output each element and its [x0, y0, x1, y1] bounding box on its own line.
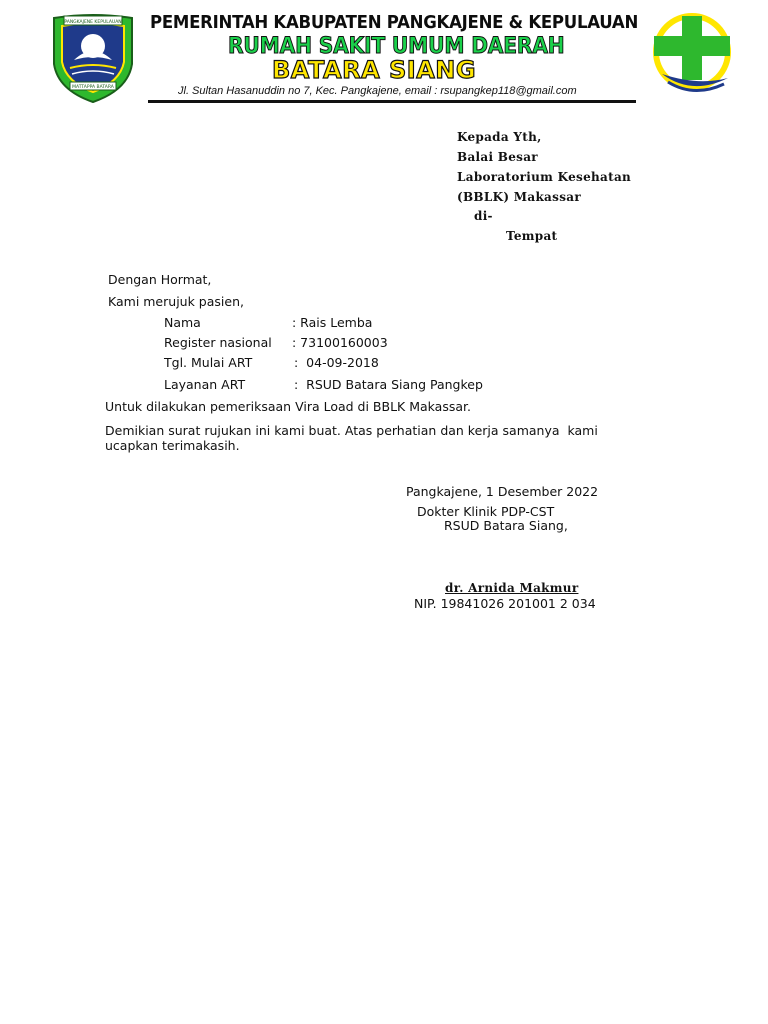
recipient-salutation: Kepada Yth,	[457, 130, 542, 144]
recipient-institution-line2: Laboratorium Kesehatan	[457, 170, 632, 184]
health-cross-logo	[648, 12, 736, 96]
signature-institution: RSUD Batara Siang,	[444, 518, 568, 533]
greeting: Dengan Hormat,	[108, 272, 212, 287]
field-value-art-service: : RSUD Batara Siang Pangkep	[294, 377, 483, 392]
signatory-name: dr. Arnida Makmur	[445, 581, 579, 595]
field-label-art-service: Layanan ART	[164, 377, 246, 392]
recipient-place: Tempat	[506, 229, 558, 243]
intro-text: Kami merujuk pasien,	[108, 294, 244, 309]
recipient-at: di-	[474, 209, 493, 223]
emblem-bottom-text: MATTAPPA BATARA	[72, 85, 114, 90]
purpose-text: Untuk dilakukan pemeriksaan Vira Load di BBLK Makassar.	[105, 399, 471, 414]
field-label-register: Register nasional	[164, 335, 272, 350]
field-label-art-start: Tgl. Mulai ART	[164, 355, 253, 370]
recipient-institution: Balai Besar	[457, 150, 538, 164]
letterhead-divider	[148, 100, 636, 103]
letterhead-hospital-name: BATARA SIANG	[272, 56, 477, 84]
signature-place-date: Pangkajene, 1 Desember 2022	[406, 484, 599, 499]
letterhead-hospital-type: RUMAH SAKIT UMUM DAERAH	[228, 34, 565, 59]
recipient-institution-line3: (BBLK) Makassar	[457, 190, 581, 204]
emblem-top-text: PANGKAJENE KEPULAUAN	[64, 20, 122, 25]
field-value-register: : 73100160003	[292, 335, 388, 350]
letterhead-government-title: PEMERINTAH KABUPATEN PANGKAJENE & KEPULAUAN	[150, 12, 639, 33]
field-value-name: : Rais Lemba	[292, 315, 373, 330]
letterhead-address: Jl. Sultan Hasanuddin no 7, Kec. Pangkajene, email : rsupangkep118@gmail.com	[178, 85, 577, 97]
signature-position: Dokter Klinik PDP-CST	[417, 504, 555, 519]
field-label-name: Nama	[164, 315, 201, 330]
closing-text-line2: ucapkan terimakasih.	[105, 438, 240, 453]
signatory-nip: NIP. 19841026 201001 2 034	[414, 596, 596, 611]
closing-text-line1: Demikian surat rujukan ini kami buat. Atas perhatian dan kerja samanya kami	[105, 423, 598, 438]
regency-emblem-logo	[50, 12, 136, 104]
field-value-art-start: : 04-09-2018	[294, 355, 379, 370]
